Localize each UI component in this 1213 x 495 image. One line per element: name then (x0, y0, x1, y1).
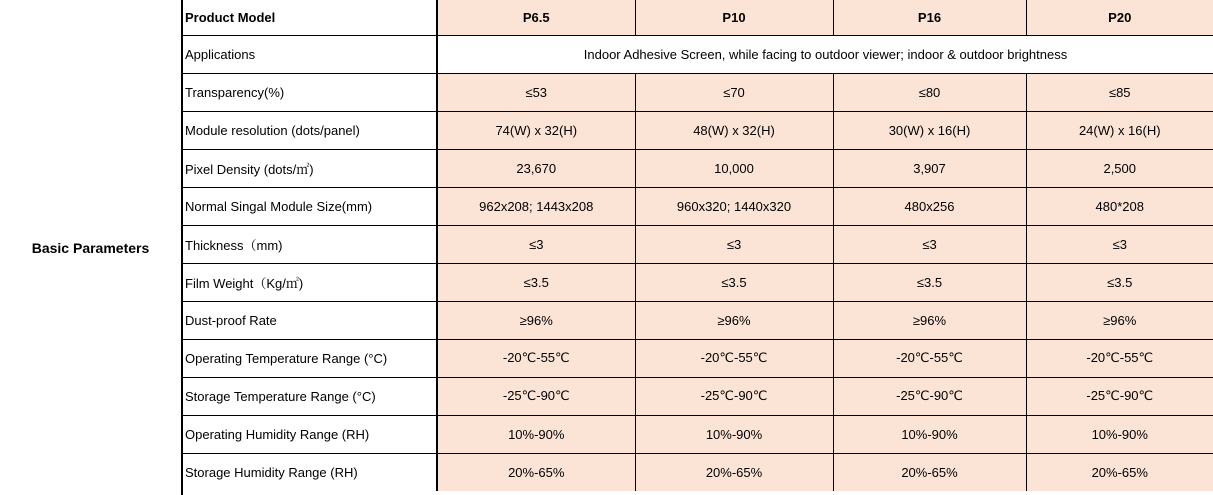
row-label-cell: Film Weight（Kg/㎡) (183, 263, 437, 301)
value-cell: -25℃-90℃ (1026, 377, 1213, 415)
row-label-cell: Pixel Density (dots/㎡) (183, 149, 437, 187)
value-cell: ≥96% (1026, 301, 1213, 339)
row-label-cell: Transparency(%) (183, 73, 437, 111)
table-row (183, 225, 1213, 263)
table-row (183, 149, 1213, 187)
value-cell: 24(W) x 16(H) (1026, 111, 1213, 149)
value-cell: 20%-65% (1026, 453, 1213, 491)
value-cell: -25℃-90℃ (635, 377, 833, 415)
applications-value-cell: Indoor Adhesive Screen, while facing to outdoor viewer; indoor & outdoor brightness (437, 35, 1213, 73)
value-cell: -25℃-90℃ (437, 377, 635, 415)
value-cell: ≥96% (833, 301, 1026, 339)
row-label-cell: Storage Temperature Range (°C) (183, 377, 437, 415)
value-cell: 10%-90% (635, 415, 833, 453)
value-cell: ≤70 (635, 73, 833, 111)
value-cell: 74(W) x 32(H) (437, 111, 635, 149)
applications-label-cell: Applications (183, 35, 437, 73)
value-cell: ≤80 (833, 73, 1026, 111)
value-cell: 30(W) x 16(H) (833, 111, 1026, 149)
header-row (183, 0, 1213, 35)
value-cell: 962x208; 1443x208 (437, 187, 635, 225)
value-cell: 10%-90% (833, 415, 1026, 453)
value-cell: ≤3.5 (833, 263, 1026, 301)
model-cell: P20 (1026, 0, 1213, 35)
spec-table-body (183, 0, 1213, 491)
value-cell: -20℃-55℃ (1026, 339, 1213, 377)
section-label: Basic Parameters (0, 0, 183, 495)
value-cell: 10%-90% (437, 415, 635, 453)
value-cell: ≤3.5 (437, 263, 635, 301)
value-cell: 960x320; 1440x320 (635, 187, 833, 225)
value-cell: ≥96% (635, 301, 833, 339)
value-cell: 10,000 (635, 149, 833, 187)
value-cell: 20%-65% (833, 453, 1026, 491)
table-row (183, 453, 1213, 491)
spec-table (183, 0, 1213, 491)
value-cell: ≤3.5 (1026, 263, 1213, 301)
row-label-cell: Operating Temperature Range (°C) (183, 339, 437, 377)
row-label-cell: Dust-proof Rate (183, 301, 437, 339)
table-row (183, 111, 1213, 149)
row-label-cell: Operating Humidity Range (RH) (183, 415, 437, 453)
value-cell: 48(W) x 32(H) (635, 111, 833, 149)
value-cell: -20℃-55℃ (437, 339, 635, 377)
value-cell: ≥96% (437, 301, 635, 339)
model-cell: P6.5 (437, 0, 635, 35)
value-cell: -25℃-90℃ (833, 377, 1026, 415)
table-row (183, 415, 1213, 453)
model-cell: P16 (833, 0, 1026, 35)
value-cell: ≤85 (1026, 73, 1213, 111)
table-row (183, 187, 1213, 225)
value-cell: ≤3 (437, 225, 635, 263)
table-row (183, 377, 1213, 415)
row-label-cell: Module resolution (dots/panel) (183, 111, 437, 149)
value-cell: -20℃-55℃ (635, 339, 833, 377)
row-label-cell: Storage Humidity Range (RH) (183, 453, 437, 491)
value-cell: 3,907 (833, 149, 1026, 187)
value-cell: ≤3 (1026, 225, 1213, 263)
value-cell: 23,670 (437, 149, 635, 187)
table-row (183, 263, 1213, 301)
value-cell: ≤53 (437, 73, 635, 111)
applications-row (183, 35, 1213, 73)
table-row (183, 339, 1213, 377)
row-label-cell: Thickness（mm) (183, 225, 437, 263)
value-cell: 20%-65% (437, 453, 635, 491)
header-label-cell: Product Model (183, 0, 437, 35)
value-cell: 20%-65% (635, 453, 833, 491)
table-row (183, 301, 1213, 339)
value-cell: 480x256 (833, 187, 1026, 225)
table-row (183, 73, 1213, 111)
row-label-cell: Normal Singal Module Size(mm) (183, 187, 437, 225)
value-cell: ≤3.5 (635, 263, 833, 301)
value-cell: 10%-90% (1026, 415, 1213, 453)
value-cell: 480*208 (1026, 187, 1213, 225)
value-cell: ≤3 (635, 225, 833, 263)
model-cell: P10 (635, 0, 833, 35)
value-cell: -20℃-55℃ (833, 339, 1026, 377)
value-cell: ≤3 (833, 225, 1026, 263)
value-cell: 2,500 (1026, 149, 1213, 187)
